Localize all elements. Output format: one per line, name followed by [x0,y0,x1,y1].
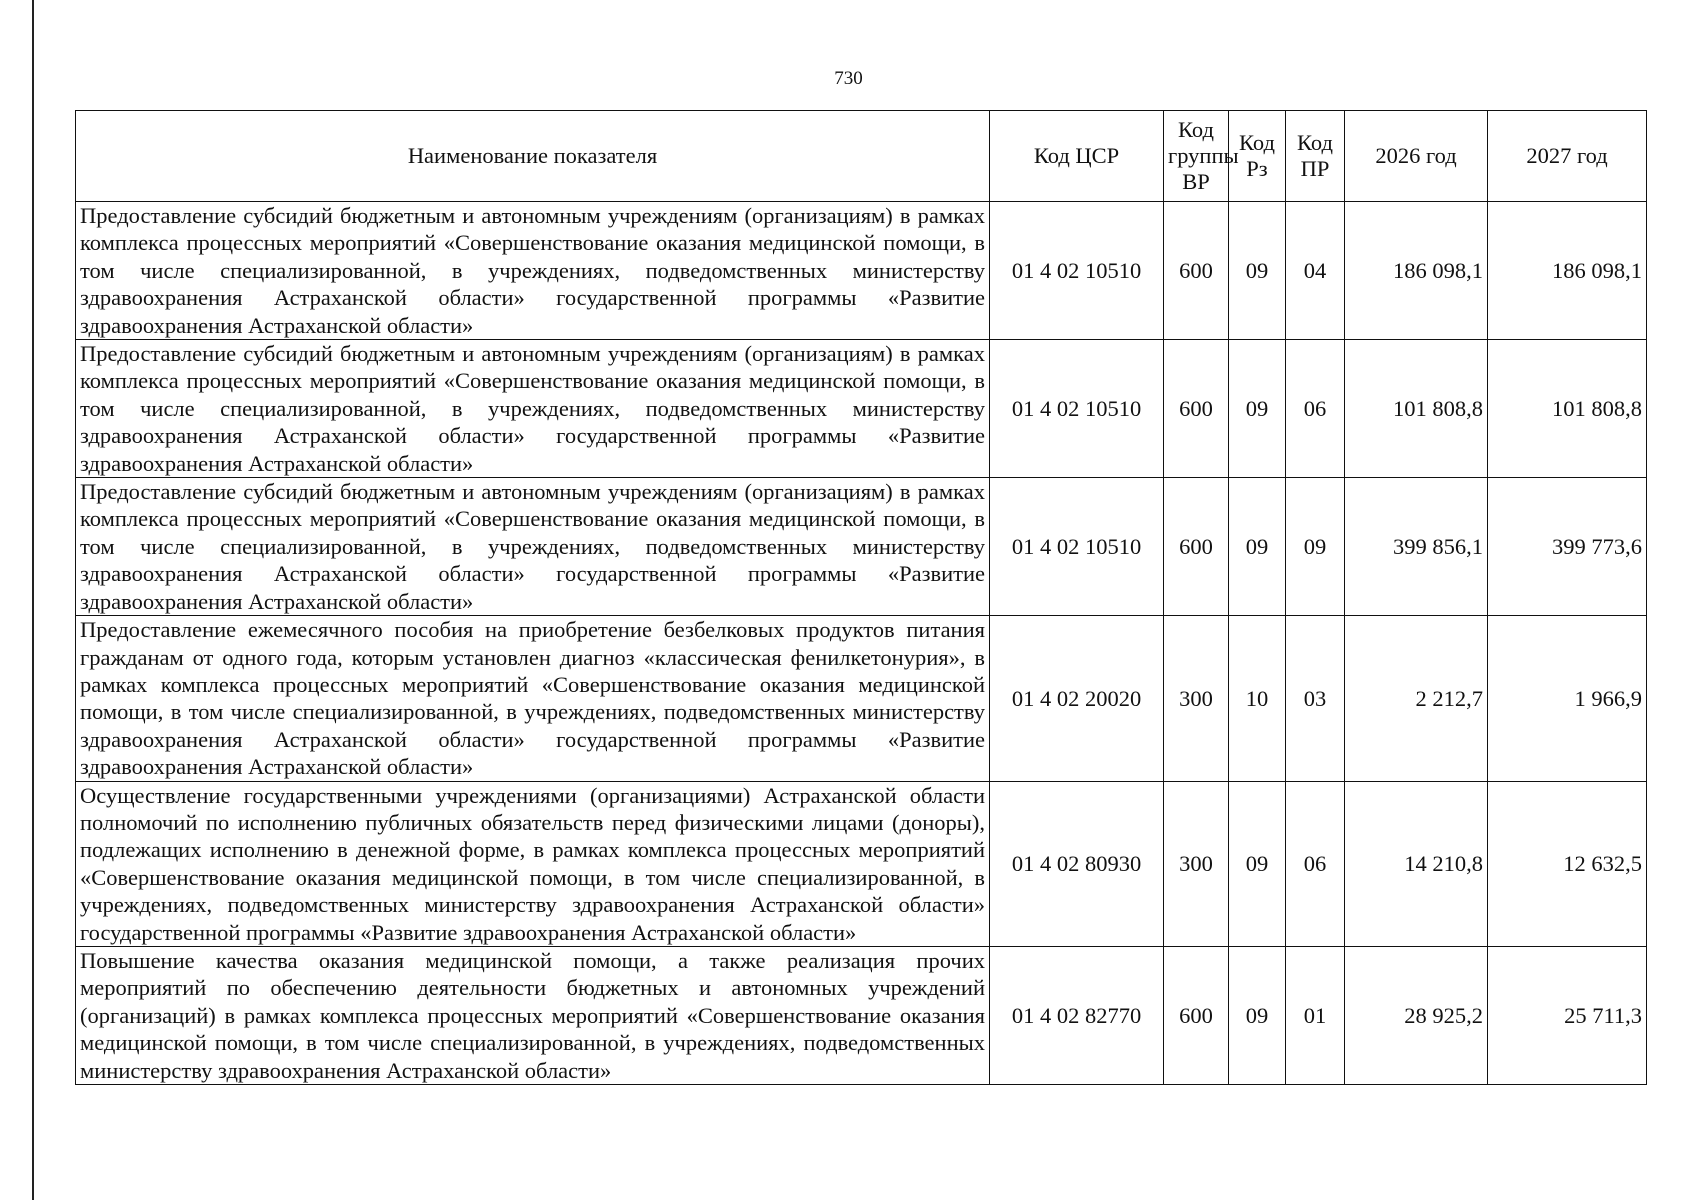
row-rz-code: 09 [1229,478,1286,616]
table-header-row [76,111,1647,202]
row-amount-2026: 101 808,8 [1345,340,1488,478]
table-row [76,616,1647,781]
row-amount-2027: 186 098,1 [1488,202,1647,340]
row-csr-code: 01 4 02 10510 [990,478,1164,616]
row-csr-code: 01 4 02 10510 [990,202,1164,340]
row-pr-code: 01 [1286,946,1345,1084]
row-name: Осуществление государственными учреждениями (организациями) Астраханской области полномочий по исполнению публичных обязательств перед физическими лицами (доноры), подлежащих исполнению в денежной форме, в рамках комплекса процессных мероприятий «Совершенствование оказания медицинской помощи, в том числе специализированной, в учреждениях, подведомственных министерству здравоохранения Астраханской области» государственной программы «Развитие здравоохранения Астраханской области» [76,781,990,946]
budget-table [75,110,1647,1085]
row-name: Повышение качества оказания медицинской помощи, а также реализация прочих мероприятий по обеспечению деятельности бюджетных и автономных учреждений (организаций) в рамках комплекса процессных мероприятий «Совершенствование оказания медицинской помощи, в том числе специализированной, в учреждениях, подведомственных министерству здравоохранения Астраханской области» [76,946,990,1084]
binding-edge-line [32,0,34,1200]
header-year-2026: 2026 год [1345,111,1488,202]
row-rz-code: 09 [1229,781,1286,946]
row-name: Предоставление субсидий бюджетным и автономным учреждениям (организациям) в рамках комплекса процессных мероприятий «Совершенствование оказания медицинской помощи, в том числе специализированной, в учреждениях, подведомственных министерству здравоохранения Астраханской области» государственной программы «Развитие здравоохранения Астраханской области» [76,340,990,478]
table-row [76,340,1647,478]
header-csr-code: Код ЦСР [990,111,1164,202]
row-pr-code: 09 [1286,478,1345,616]
row-amount-2026: 2 212,7 [1345,616,1488,781]
header-name: Наименование показателя [76,111,990,202]
row-amount-2026: 14 210,8 [1345,781,1488,946]
header-vr-group-code: Код группы ВР [1164,111,1229,202]
row-amount-2027: 101 808,8 [1488,340,1647,478]
row-name: Предоставление субсидий бюджетным и автономным учреждениям (организациям) в рамках комплекса процессных мероприятий «Совершенствование оказания медицинской помощи, в том числе специализированной, в учреждениях, подведомственных министерству здравоохранения Астраханской области» государственной программы «Развитие здравоохранения Астраханской области» [76,202,990,340]
row-amount-2026: 186 098,1 [1345,202,1488,340]
row-name: Предоставление ежемесячного пособия на приобретение безбелковых продуктов питания гражданам от одного года, которым установлен диагноз «классическая фенилкетонурия», в рамках комплекса процессных мероприятий «Совершенствование оказания медицинской помощи, в том числе специализированной, в учреждениях, подведомственных министерству здравоохранения Астраханской области» государственной программы «Развитие здравоохранения Астраханской области» [76,616,990,781]
row-rz-code: 09 [1229,340,1286,478]
row-vr-code: 600 [1164,202,1229,340]
row-name: Предоставление субсидий бюджетным и автономным учреждениям (организациям) в рамках комплекса процессных мероприятий «Совершенствование оказания медицинской помощи, в том числе специализированной, в учреждениях, подведомственных министерству здравоохранения Астраханской области» государственной программы «Развитие здравоохранения Астраханской области» [76,478,990,616]
row-csr-code: 01 4 02 80930 [990,781,1164,946]
row-vr-code: 300 [1164,616,1229,781]
row-csr-code: 01 4 02 20020 [990,616,1164,781]
header-year-2027: 2027 год [1488,111,1647,202]
row-csr-code: 01 4 02 82770 [990,946,1164,1084]
row-pr-code: 04 [1286,202,1345,340]
row-amount-2026: 399 856,1 [1345,478,1488,616]
row-amount-2027: 399 773,6 [1488,478,1647,616]
row-amount-2027: 1 966,9 [1488,616,1647,781]
header-rz-code: Код Рз [1229,111,1286,202]
row-csr-code: 01 4 02 10510 [990,340,1164,478]
table-row [76,478,1647,616]
row-rz-code: 10 [1229,616,1286,781]
row-amount-2026: 28 925,2 [1345,946,1488,1084]
row-vr-code: 600 [1164,946,1229,1084]
table-row [76,946,1647,1084]
row-pr-code: 06 [1286,781,1345,946]
row-rz-code: 09 [1229,202,1286,340]
header-pr-code: Код ПР [1286,111,1345,202]
row-vr-code: 600 [1164,478,1229,616]
row-pr-code: 06 [1286,340,1345,478]
page-number: 730 [834,68,863,89]
row-amount-2027: 25 711,3 [1488,946,1647,1084]
row-amount-2027: 12 632,5 [1488,781,1647,946]
row-pr-code: 03 [1286,616,1345,781]
table-row [76,202,1647,340]
row-vr-code: 600 [1164,340,1229,478]
row-vr-code: 300 [1164,781,1229,946]
table-row [76,781,1647,946]
row-rz-code: 09 [1229,946,1286,1084]
